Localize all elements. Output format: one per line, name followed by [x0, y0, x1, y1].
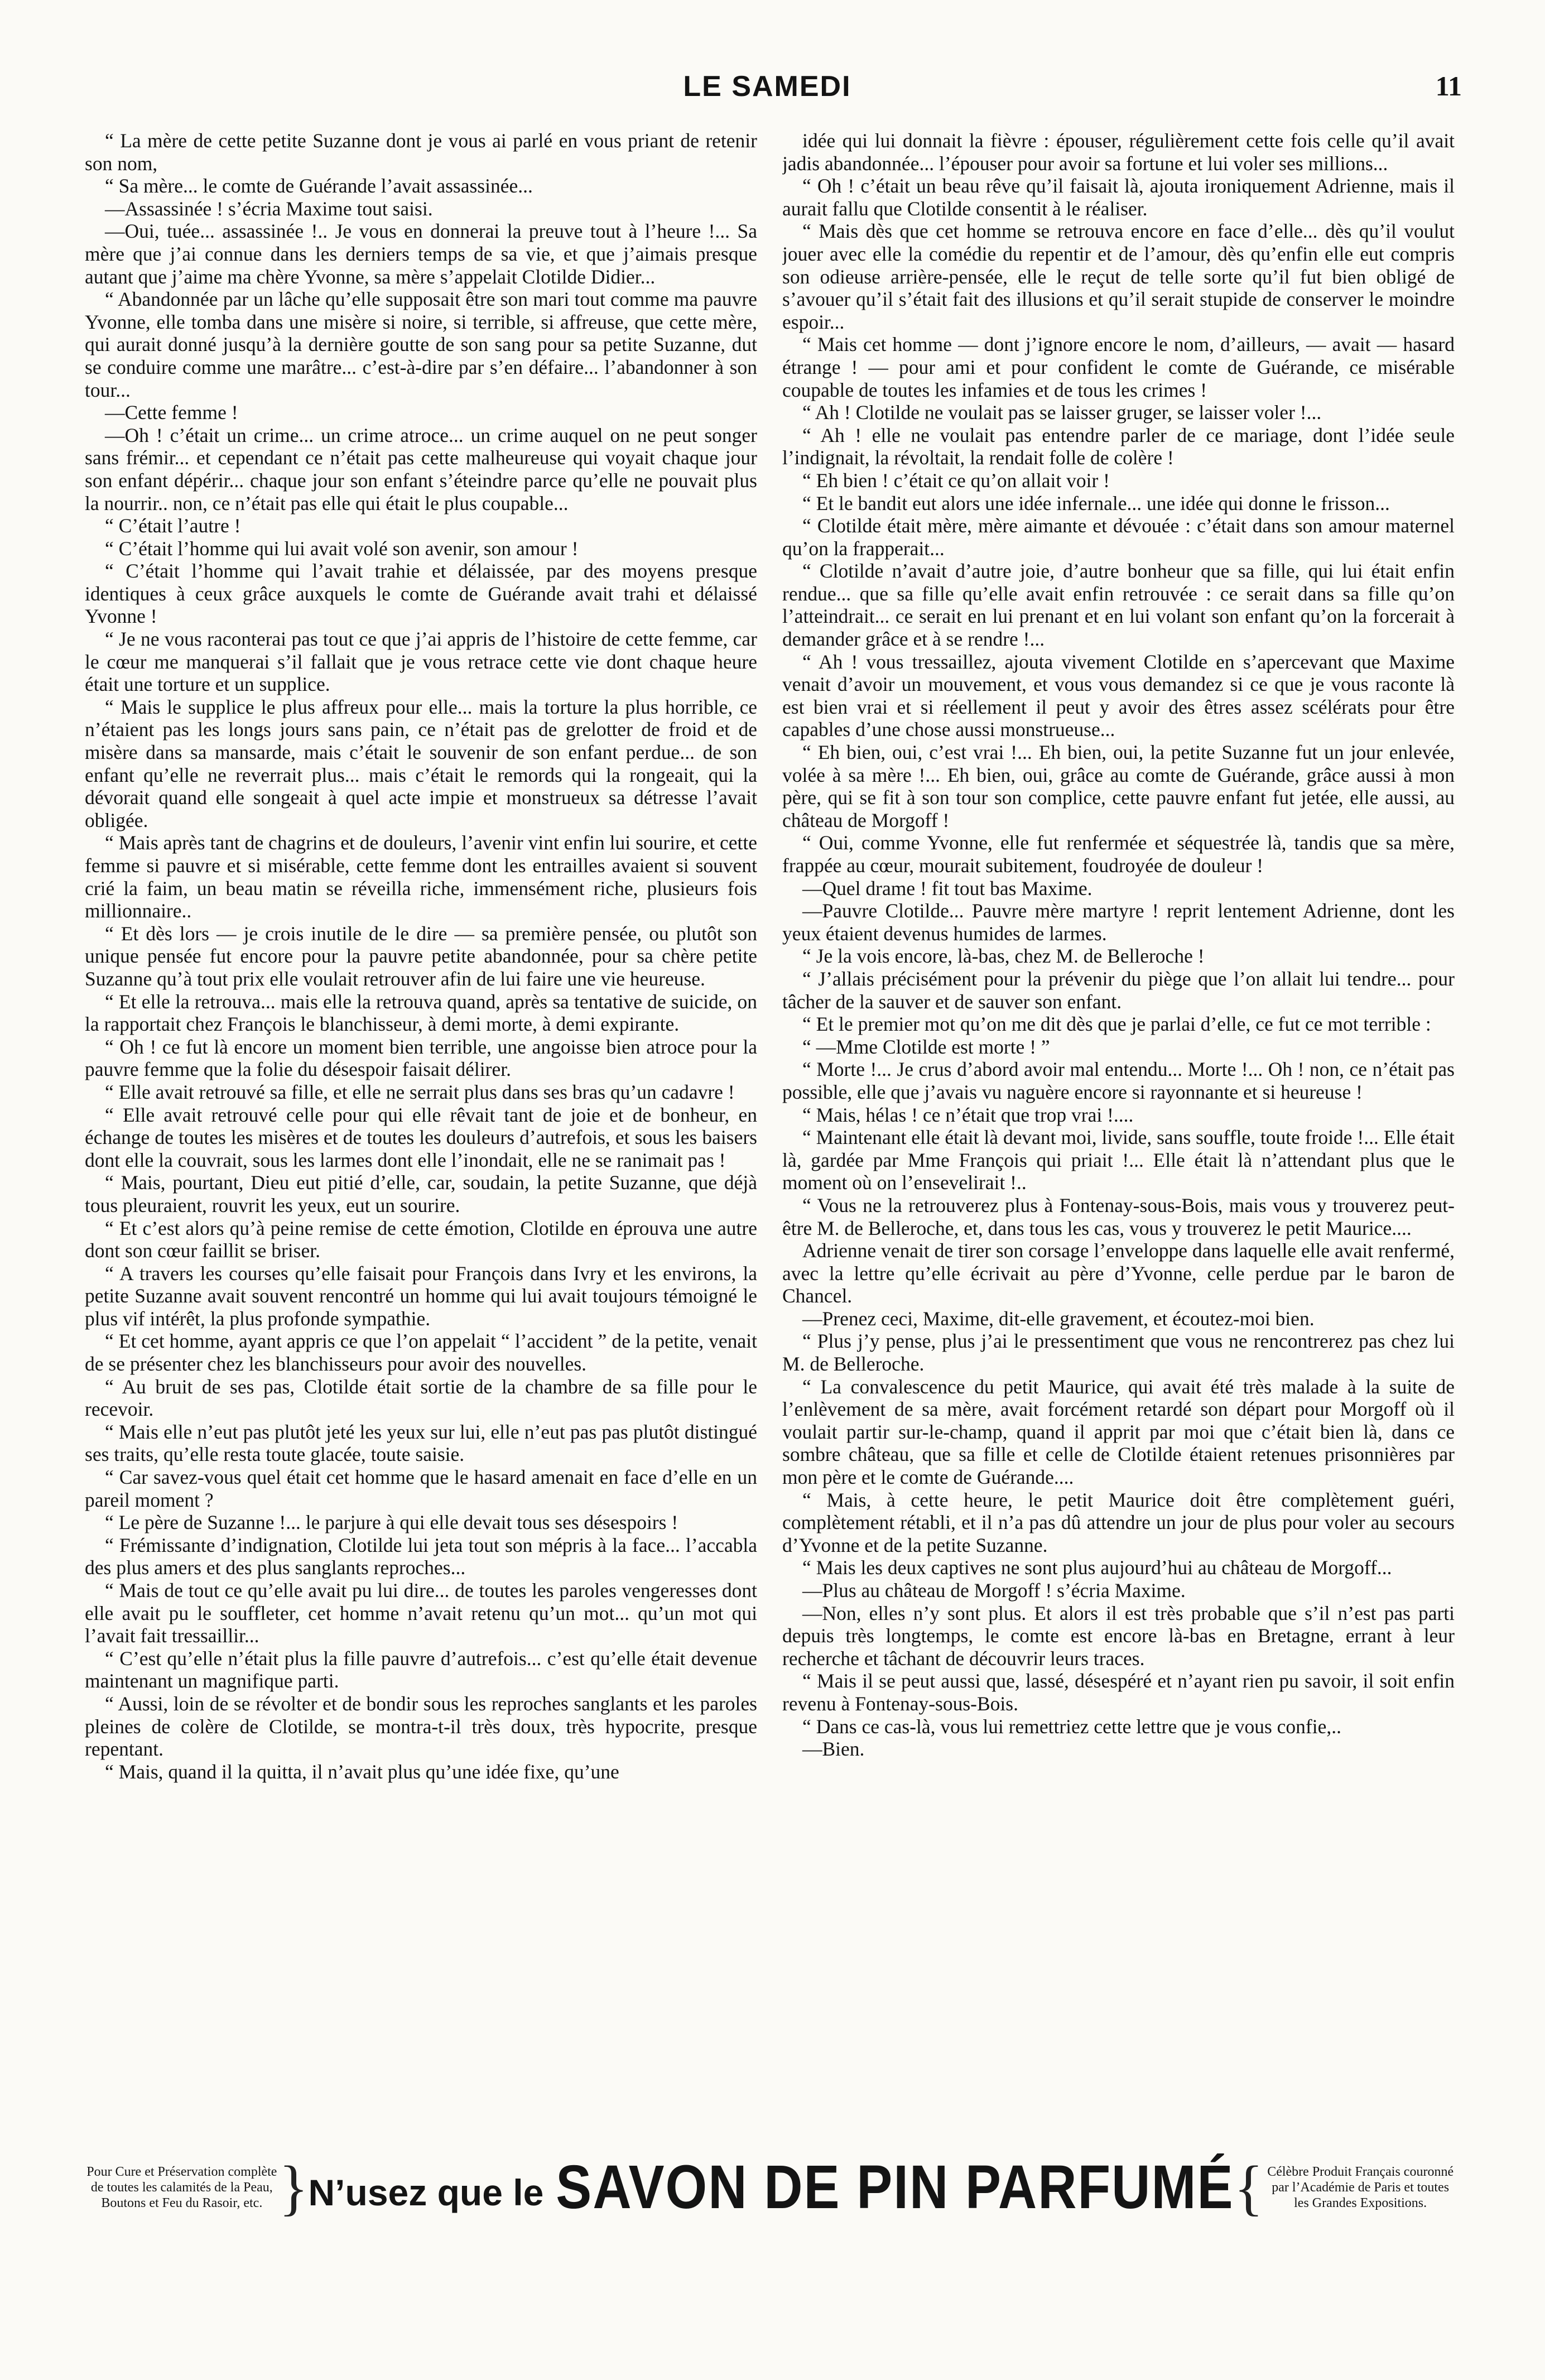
paragraph: Adrienne venait de tirer son corsage l’enveloppe dans laquelle elle avait renfermé, avec la lettre qu’elle écrivait au père d’Yvonne, celle perdue par le baron de Chancel. — [782, 1239, 1455, 1307]
paragraph: “ Le père de Suzanne !... le parjure à qui elle devait tous ses désespoirs ! — [105, 1511, 678, 1534]
paragraph: “ Et cet homme, ayant appris ce que l’on appelait “ l’accident ” de la petite, venait de se présenter chez les blanchisseurs pour avoir des nouvelles. — [85, 1330, 757, 1376]
right-brace-glyph: } — [278, 2153, 309, 2222]
paragraph: “ Sa mère... le comte de Guérande l’avait assassinée... — [105, 175, 533, 198]
paragraph: “ Mais elle n’eut pas plutôt jeté les yeux sur lui, elle n’eut pas pas plutôt distingué ses traits, qu’elle resta toute glacée, toute saisie. — [85, 1420, 757, 1466]
paragraph: “ Au bruit de ses pas, Clotilde était sortie de la chambre de sa fille pour le recevoir. — [85, 1375, 757, 1421]
paragraph: “ Plus j’y pense, plus j’ai le pressentiment que vous ne rencontrerez pas chez lui M. de Belleroche. — [782, 1330, 1455, 1376]
paragraph: “ Maintenant elle était là devant moi, livide, sans souffle, toute froide !... Elle était là, gardée par Mme François qui priait !... Elle était là n’attendant plus que le moment où on l’ensevelirait !.. — [782, 1126, 1455, 1194]
paragraph: “ Mais, hélas ! ce n’était que trop vrai !.... — [802, 1103, 1134, 1126]
paragraph: —Plus au château de Morgoff ! s’écria Maxime. — [802, 1579, 1186, 1602]
paragraph: “ C’était l’homme qui lui avait volé son avenir, son amour ! — [105, 537, 579, 560]
paragraph: “ Frémissante d’indignation, Clotilde lui jeta tout son mépris à la face... l’accabla des plus amers et des plus sanglants reproches... — [85, 1533, 757, 1579]
paragraph: “ Car savez-vous quel était cet homme que le hasard amenait en face d’elle en un pareil moment ? — [85, 1466, 757, 1511]
paragraph: “ Mais, à cette heure, le petit Maurice doit être complètement guéri, complètement rétabli, et il n’a pas dû attendre un jour de plus pour voler au secours d’Yvonne et de la petite Suzanne. — [782, 1488, 1455, 1556]
paragraph: “ Et dès lors — je crois inutile de le dire — sa première pensée, ou plutôt son unique pensée fut encore pour la pauvre petite abandonnée, pour sa chère petite Suzanne qu’à tout prix elle voulait retrouver afin de lui faire une vie heureuse. — [85, 922, 757, 990]
paragraph: “ Mais les deux captives ne sont plus aujourd’hui au château de Morgoff... — [802, 1556, 1392, 1579]
paragraph: —Bien. — [802, 1738, 865, 1761]
left-brace-glyph: { — [1234, 2153, 1264, 2222]
ad-headline — [308, 2152, 1234, 2222]
paragraph: “ La mère de cette petite Suzanne dont je vous ai parlé en vous priant de retenir son nom, — [85, 129, 757, 175]
advertisement-banner — [85, 2148, 1457, 2227]
paragraph: “ Mais, quand il la quitta, il n’avait plus qu’une idée fixe, qu’une — [105, 1760, 619, 1783]
paragraph: “ Elle avait retrouvé celle pour qui elle rêvait tant de joie et de bonheur, en échange de toutes les misères et de toutes les douleurs d’autrefois, et sous les baisers dont elle la couvrait, sous les larmes dont elle l’inondait, elle ne se ranimait pas ! — [85, 1103, 757, 1171]
paragraph: “ Aussi, loin de se révolter et de bondir sous les reproches sanglants et les paroles pleines de colère de Clotilde, se montra-t-il très doux, très hypocrite, presque repentant. — [85, 1692, 757, 1761]
paragraph: “ Oh ! ce fut là encore un moment bien terrible, une angoisse bien atroce pour la pauvre femme que la folie du désespoir faisait délirer. — [85, 1035, 757, 1081]
paragraph: —Pauvre Clotilde... Pauvre mère martyre ! reprit lentement Adrienne, dont les yeux étaient devenus humides de larmes. — [782, 900, 1455, 945]
paragraph: “ Mais après tant de chagrins et de douleurs, l’avenir vint enfin lui sourire, et cette femme si pauvre et si misérable, cette femme dont les entrailles avaient si souvent crié la faim, un beau matin se réveilla riche, immensément riche, plusieurs fois millionnaire.. — [85, 831, 757, 922]
paragraph: “ Je ne vous raconterai pas tout ce que j’ai appris de l’histoire de cette femme, car le cœur me manquerai s’il fallait que je vous retrace cette vie dont chaque heure était une torture et un supplice. — [85, 628, 757, 696]
magazine-title: LE SAMEDI — [683, 70, 851, 103]
paragraph: “ Vous ne la retrouverez plus à Fontenay-sous-Bois, mais vous y trouverez peut-être M. de Belleroche, et, dans tous les cas, vous y trouverez le petit Maurice.... — [782, 1194, 1455, 1239]
page-number: 11 — [1435, 70, 1462, 102]
ad-left-text: Pour Cure et Préservation complète de toutes les calamités de la Peau, Boutons et Feu du Rasoir, etc. — [86, 2165, 277, 2210]
paragraph: “ Oh ! c’était un beau rêve qu’il faisait là, ajouta ironiquement Adrienne, mais il aurait fallu que Clotilde consentit à le réaliser. — [782, 175, 1455, 220]
paragraph: “ Eh bien, oui, c’est vrai !... Eh bien, oui, la petite Suzanne fut un jour enlevée, volée à sa mère !... Eh bien, oui, grâce au comte de Guérande, grâce aussi à mon père, qui se fit à son tour son complice, cette pauvre enfant fut jetée, elle aussi, au château de Morgoff ! — [782, 741, 1455, 831]
paragraph: “ Mais cet homme — dont j’ignore encore le nom, d’ailleurs, — avait — hasard étrange ! — pour ami et pour confident le comte de Guérande, ce misérable coupable de toutes les infamies et de tous les crimes ! — [782, 333, 1455, 401]
paragraph: “ Mais, pourtant, Dieu eut pitié d’elle, car, soudain, la petite Suzanne, que déjà tous pleuraient, rouvrit les yeux, eut un sourire. — [85, 1171, 757, 1217]
paragraph: —Assassinée ! s’écria Maxime tout saisi. — [105, 197, 433, 220]
paragraph: “ Ah ! elle ne voulait pas entendre parler de ce mariage, dont l’idée seule l’indignait, la révoltait, la rendait folle de colère ! — [782, 424, 1455, 469]
paragraph: “ Clotilde n’avait d’autre joie, d’autre bonheur que sa fille, qui lui était enfin rendue... que sa fille qu’elle avait enfin retrouvée : ce serait dans sa fille qu’on l’atteindrait... ce serait en lui prenant et en lui volant son enfant qu’on la forcerait à demander grâce et à se rendre !... — [782, 560, 1455, 651]
paragraph: “ Et c’est alors qu’à peine remise de cette émotion, Clotilde en éprouva une autre dont son cœur faillit se briser. — [85, 1217, 757, 1262]
paragraph: “ Morte !... Je crus d’abord avoir mal entendu... Morte !... Oh ! non, ce n’était pas possible, elle que j’avais vu naguère encore si rayonnante et si heureuse ! — [782, 1058, 1455, 1103]
paragraph: “ Dans ce cas-là, vous lui remettriez cette lettre que je vous confie,.. — [802, 1715, 1341, 1738]
paragraph: idée qui lui donnait la fièvre : épouser, régulièrement cette fois celle qu’il avait jadis abandonnée... l’épouser pour avoir sa fortune et lui voler ses millions... — [782, 129, 1455, 175]
paragraph: “ Eh bien ! c’était ce qu’on allait voir ! — [802, 469, 1110, 492]
paragraph: “ Et elle la retrouva... mais elle la retrouva quand, après sa tentative de suicide, on la rapportait chez François le blanchisseur, à demi morte, à demi expirante. — [85, 990, 757, 1036]
paragraph: “ Mais il se peut aussi que, lassé, désespéré et n’ayant rien pu savoir, il soit enfin revenu à Fontenay-sous-Bois. — [782, 1670, 1455, 1715]
ad-headline-prefix: N’usez que le — [308, 2172, 544, 2213]
paragraph: “ —Mme Clotilde est morte ! ” — [802, 1035, 1050, 1058]
text-column-right — [782, 129, 1455, 2127]
paragraph: “ La convalescence du petit Maurice, qui avait été très malade à la suite de l’enlèvement de sa mère, avait forcément retardé son départ pour Morgoff où il voulait partir sur-le-champ, quand il apprit par moi que c’était bien là, dans ce sombre château, que sa fille et celle de Clotilde étaient retenues prisonnières par mon père et le comte de Guérande.... — [782, 1375, 1455, 1489]
paragraph: “ C’était l’autre ! — [105, 515, 241, 537]
paragraph: “ J’allais précisément pour la prévenir du piège que l’on allait lui tendre... pour tâcher de la sauver et de sauver son enfant. — [782, 967, 1455, 1013]
paragraph: “ C’est qu’elle n’était plus la fille pauvre d’autrefois... c’est qu’elle était devenue maintenant un magnifique parti. — [85, 1647, 757, 1693]
paragraph: “ Mais dès que cet homme se retrouva encore en face d’elle... dès qu’il voulut jouer avec elle la comédie du repentir et de l’amour, dès qu’enfin elle eut compris son odieuse arrière-pensée, elle le reçut de telle sorte qu’il fut bien obligé de s’avouer qu’il s’était fait des illusions et qu’il serait stupide de conserver le moindre espoir... — [782, 220, 1455, 333]
paragraph: —Cette femme ! — [105, 401, 238, 424]
paragraph: “ Clotilde était mère, mère aimante et dévouée : c’était dans son amour maternel qu’on la frapperait... — [782, 515, 1455, 560]
paragraph: “ Mais le supplice le plus affreux pour elle... mais la torture la plus horrible, ce n’étaient pas les longs jours sans pain, ce n’était pas de grelotter de froid et de misère dans sa mansarde, mais c’était le souvenir de son enfant perdue... de son enfant qu’elle ne reverrait plus... mais c’était le remords qui la rongeait, qui la dévorait quand elle songeait à quel acte impie et monstrueux sa détresse l’avait obligée. — [85, 695, 757, 831]
page-header — [73, 70, 1462, 114]
paragraph: —Quel drame ! fit tout bas Maxime. — [802, 877, 1092, 900]
paragraph: —Non, elles n’y sont plus. Et alors il est très probable que s’il n’est pas parti depuis très longtemps, le comte est encore là-bas en Bretagne, errant à leur recherche et tâchant de découvrir leurs traces. — [782, 1602, 1455, 1670]
paragraph: “ Elle avait retrouvé sa fille, et elle ne serrait plus dans ses bras qu’un cadavre ! — [105, 1080, 735, 1103]
paragraph: “ C’était l’homme qui l’avait trahie et délaissée, par des moyens presque identiques à ceux grâce auxquels le comte de Guérande avait trahi et délaissé Yvonne ! — [85, 560, 757, 628]
paragraph: —Oh ! c’était un crime... un crime atroce... un crime auquel on ne peut songer sans frémir... et cependant ce n’était pas cette malheureuse qui voyait chaque jour son enfant dépérir... chaque jour son enfant s’éteindre parce qu’elle ne pouvait plus la nourrir.. non, ce n’était pas elle qui était le plus coupable... — [85, 424, 757, 515]
paragraph: —Oui, tuée... assassinée !.. Je vous en donnerai la preuve tout à l’heure !... Sa mère que j’ai connue dans les derniers temps de sa vie, et que j’aimais presque autant que j’aime ma chère Yvonne, sa mère s’appelait Clotilde Didier... — [85, 220, 757, 288]
paragraph: “ Et le bandit eut alors une idée infernale... une idée qui donne le frisson... — [802, 492, 1390, 515]
paragraph: “ Oui, comme Yvonne, elle fut renfermée et séquestrée là, tandis que sa mère, frappée au cœur, mourait subitement, foudroyée de douleur ! — [782, 831, 1455, 877]
paragraph: “ Et le premier mot qu’on me dit dès que je parlai d’elle, ce fut ce mot terrible : — [802, 1013, 1431, 1036]
text-column-left — [85, 129, 757, 2127]
paragraph: —Prenez ceci, Maxime, dit-elle gravement, et écoutez-moi bien. — [802, 1307, 1315, 1330]
paragraph: “ Ah ! Clotilde ne voulait pas se laisser gruger, se laisser voler !... — [802, 401, 1322, 424]
ad-right-text: Célèbre Produit Français couronné par l’Académie de Paris et toutes les Grandes Expositions. — [1267, 2165, 1454, 2210]
paragraph: “ A travers les courses qu’elle faisait pour François dans Ivry et les environs, la petite Suzanne avait souvent rencontré un homme qui lui avait toujours témoigné le plus vif intérêt, la plus profonde sympathie. — [85, 1262, 757, 1330]
paragraph: “ Ah ! vous tressaillez, ajouta vivement Clotilde en s’apercevant que Maxime venait d’avoir un mouvement, et vous vous demandez si ce que je vous raconte là est bien vrai et si réellement il peut y avoir des êtres assez scélérats pour être capables d’une chose aussi monstrueuse... — [782, 650, 1455, 741]
paragraph: “ Mais de tout ce qu’elle avait pu lui dire... de toutes les paroles vengeresses dont elle avait pu le souffleter, cet homme n’avait retenu qu’un mot... qu’un mot qui l’avait fait tressaillir... — [85, 1579, 757, 1647]
paragraph: “ Je la vois encore, là-bas, chez M. de Belleroche ! — [802, 945, 1205, 968]
ad-product-name: SAVON DE PIN PARFUMÉ — [556, 2152, 1234, 2222]
paragraph: “ Abandonnée par un lâche qu’elle supposait être son mari tout comme ma pauvre Yvonne, elle tomba dans une misère si noire, si terrible, si affreuse, que cette mère, qui aurait donné jusqu’à la dernière goutte de son sang pour sa petite Suzanne, dut se conduire comme une marâtre... c’est-à-dire par s’en défaire... l’abandonner à son tour... — [85, 288, 757, 401]
